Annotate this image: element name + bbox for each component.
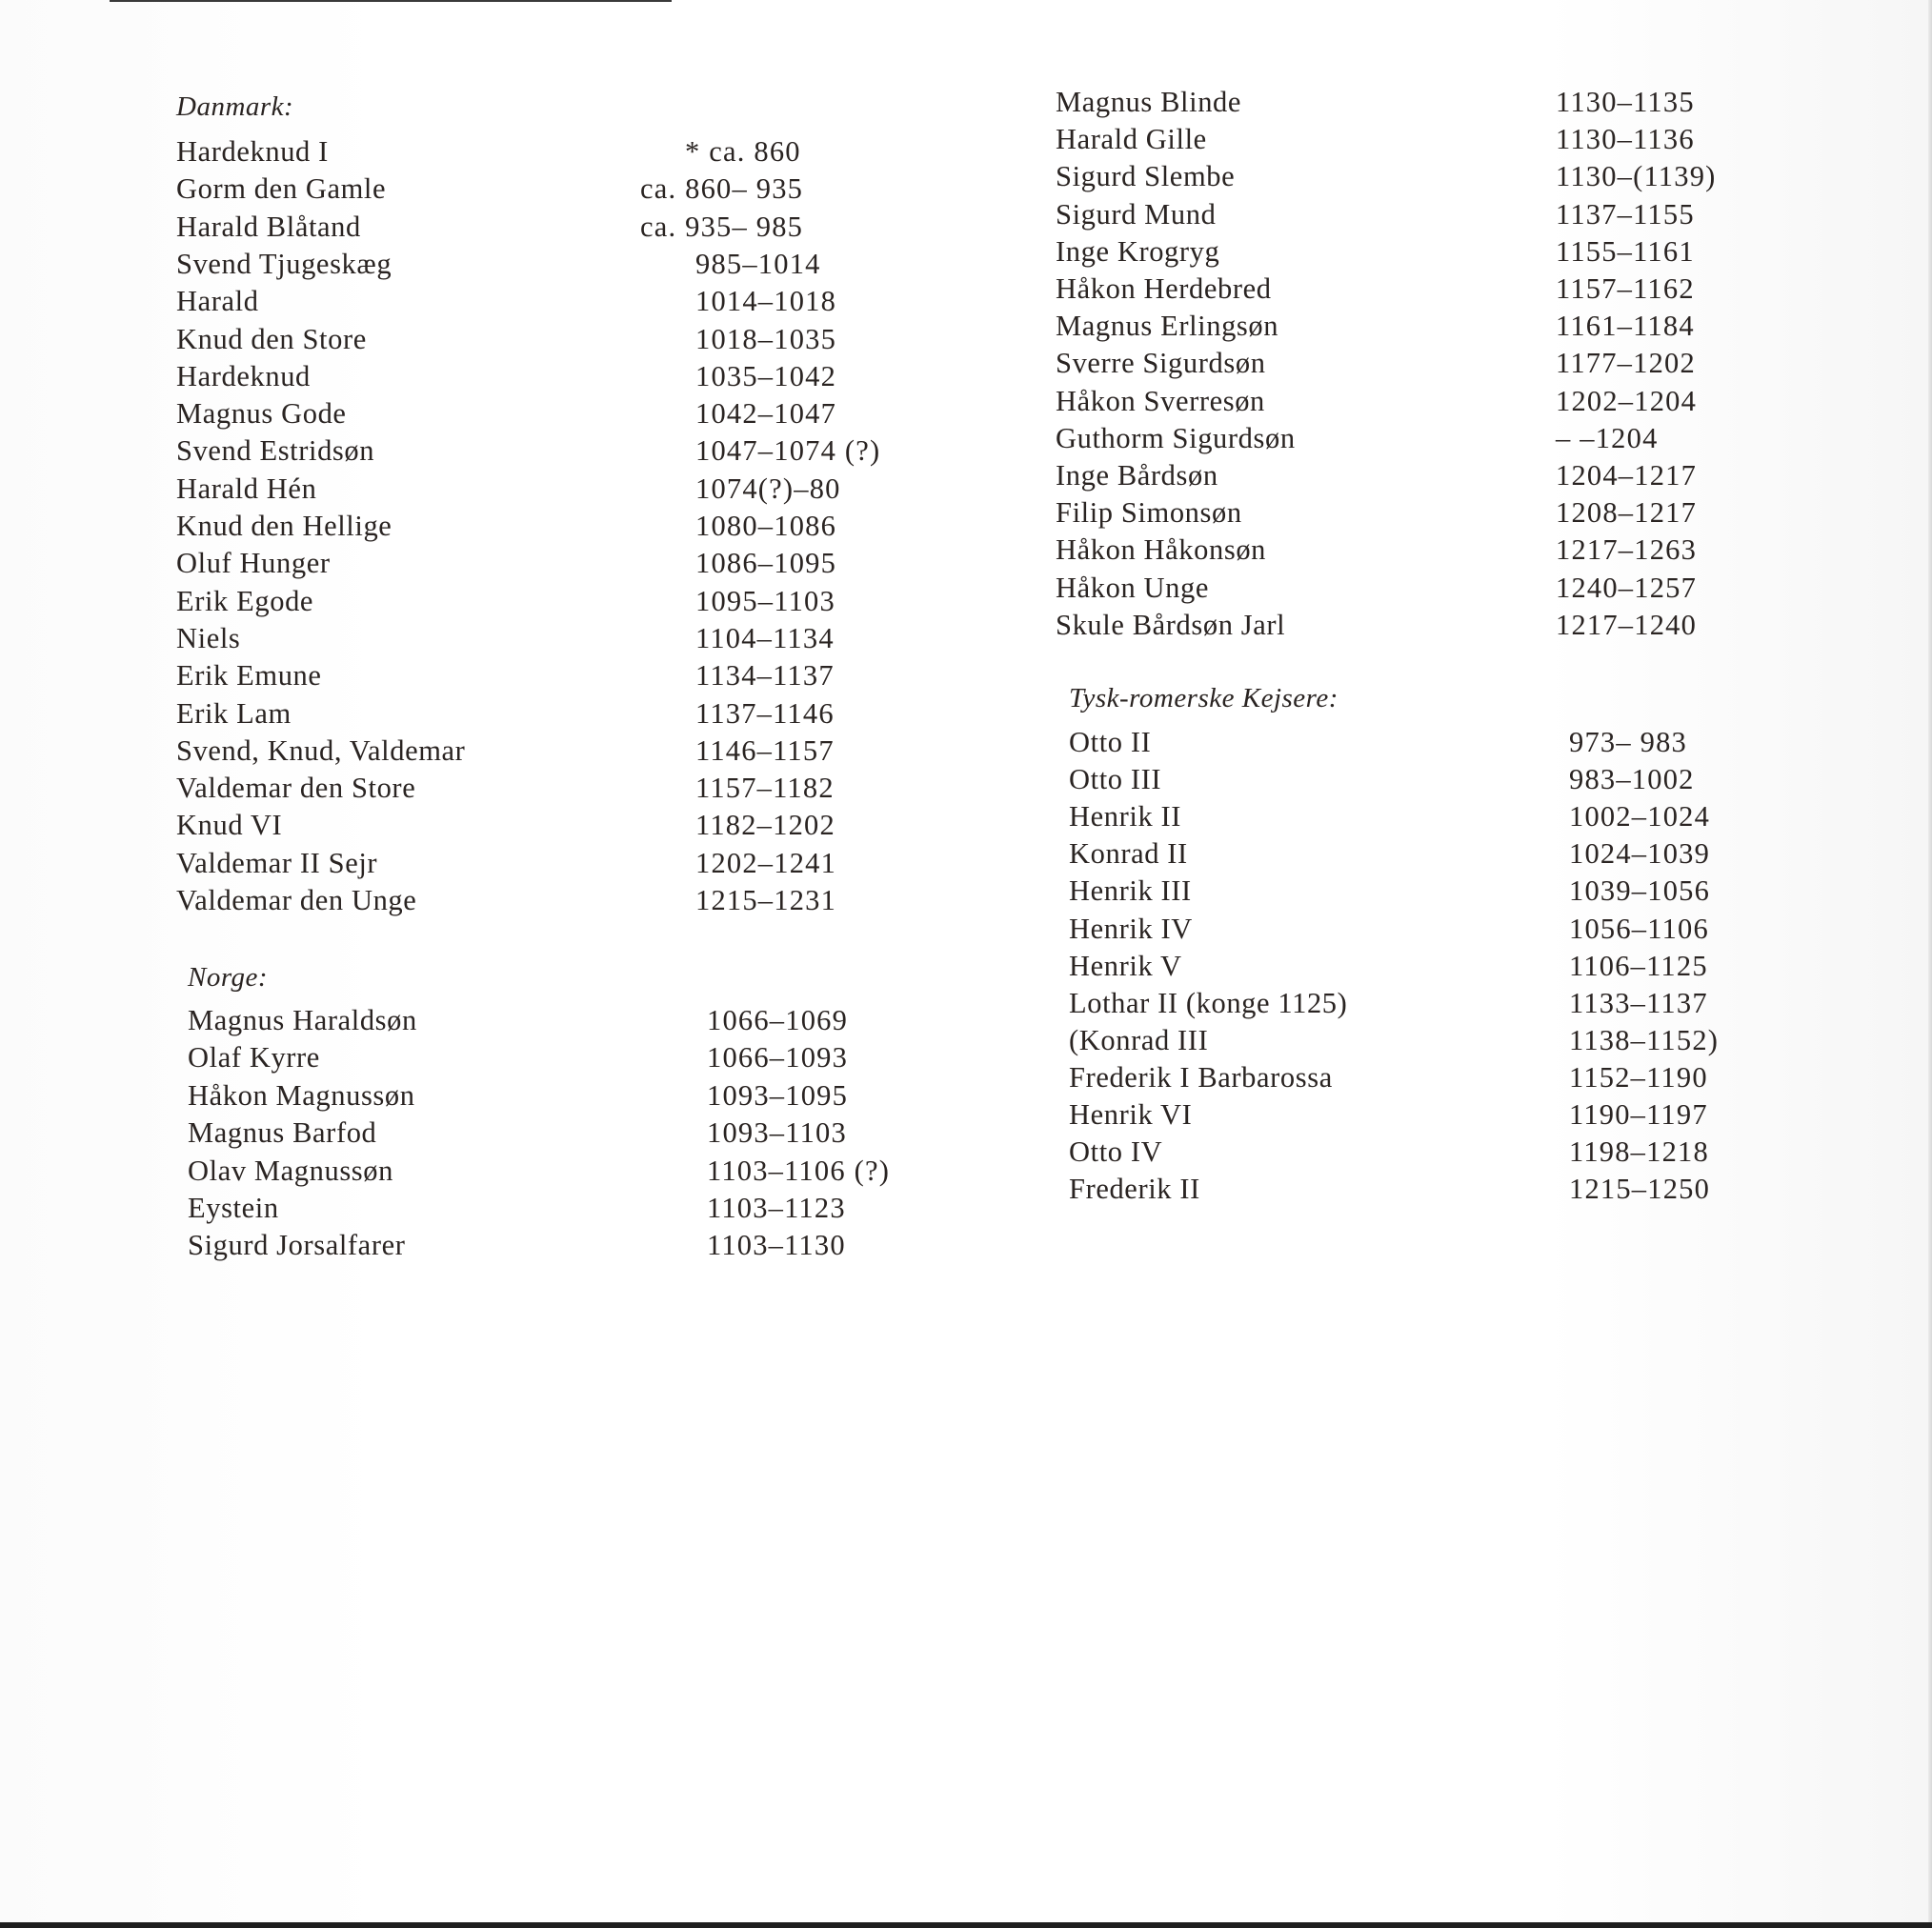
ruler-name: Harald Gille [1056,123,1207,156]
ruler-name: Magnus Haraldsøn [188,1004,417,1036]
ruler-name: Olav Magnussøn [188,1154,393,1187]
reign-years: 1240–1257 [1556,571,1698,604]
reign-years: 1157–1162 [1556,272,1695,305]
list-row [1056,233,1741,271]
reign-years: 1134–1137 [695,659,835,693]
ruler-name: Henrik II [1069,800,1182,833]
ruler-name: Sigurd Mund [1056,197,1217,231]
ruler-name: Niels [176,621,241,654]
list-row [1056,121,1741,158]
ruler-name: Håkon Unge [1056,571,1210,604]
ruler-name: (Konrad III [1069,1023,1209,1056]
ruler-name: Håkon Magnussøn [188,1078,415,1112]
reign-years: 1056–1106 [1569,912,1709,945]
list-row [1069,1096,1755,1134]
ruler-name: Henrik VI [1069,1098,1193,1131]
reign-years: * ca. 860 [685,135,801,168]
list-row [176,432,900,470]
list-row [176,508,900,545]
reign-years: 1137–1146 [695,696,835,730]
list-row [1069,1171,1755,1208]
list-row [1069,948,1755,985]
ruler-name: Svend, Knud, Valdemar [176,733,466,767]
ruler-name: Valdemar den Unge [176,884,417,916]
page-edge [1928,0,1932,1928]
ruler-name: Hardeknud [176,359,311,392]
bottom-rule [0,1922,1932,1928]
reign-years: 1190–1197 [1569,1098,1708,1131]
ruler-name: Harald Blåtand [176,210,361,243]
list-row [1069,724,1755,761]
reign-years: 1039–1056 [1569,874,1711,908]
list-row [176,209,900,246]
reign-years: 1204–1217 [1556,459,1698,492]
ruler-name: Magnus Barfod [188,1116,377,1150]
reign-years: 1137–1155 [1556,197,1695,231]
list-row [176,171,900,208]
reign-years: 1215–1250 [1569,1173,1711,1206]
top-rule [110,0,672,2]
ruler-name: Sverre Sigurdsøn [1056,347,1266,380]
ruler-name: Skule Bårdsøn Jarl [1056,608,1286,641]
list-row [188,1039,912,1076]
list-row [188,1077,912,1115]
reign-years: 1018–1035 [695,322,837,355]
reign-years: 1130–1136 [1556,123,1695,156]
reign-years: 1103–1130 [707,1229,846,1262]
list-row [188,1153,912,1190]
ruler-name: Oluf Hunger [176,547,331,580]
ruler-name: Erik Egode [176,584,314,617]
list-row [176,695,900,733]
list-row [1069,911,1755,948]
list-row [1056,158,1741,195]
list-row [176,807,900,844]
ruler-name: Knud den Hellige [176,510,392,542]
ruler-name: Magnus Gode [176,397,347,431]
reign-years: 1103–1106 (?) [707,1154,891,1187]
section-heading-norge: Norge: [188,962,269,993]
list-row [1069,873,1755,910]
ruler-name: Henrik IV [1069,912,1193,945]
ruler-name: Eystein [188,1192,279,1224]
reign-years: 1014–1018 [695,285,837,318]
reign-years: 1066–1069 [707,1004,849,1036]
list-row [1069,761,1755,798]
ruler-name: Valdemar den Store [176,772,416,805]
reign-years: 1157–1182 [695,772,835,805]
list-row [176,583,900,620]
list-row [176,246,900,283]
list-row [176,733,900,770]
list-row [1056,84,1741,121]
reign-years: 1024–1039 [1569,837,1711,871]
list-row [176,471,900,508]
ruler-name: Harald [176,285,259,318]
reign-years: 1095–1103 [695,584,835,617]
ruler-name: Håkon Håkonsøn [1056,533,1267,567]
ruler-name: Knud VI [176,809,283,842]
ruler-name: Guthorm Sigurdsøn [1056,421,1296,454]
ruler-name: Frederik II [1069,1173,1200,1206]
list-row [1056,308,1741,345]
reign-years: 1177–1202 [1556,347,1696,380]
reign-years: 1208–1217 [1556,496,1698,530]
ruler-name: Konrad II [1069,837,1188,871]
ruler-name: Magnus Erlingsøn [1056,310,1279,343]
reign-years: 1138–1152) [1569,1023,1720,1056]
reign-years: 1155–1161 [1556,234,1695,268]
list-row [1069,985,1755,1022]
reign-years: 1215–1231 [695,884,837,916]
list-row [1056,570,1741,607]
list-row [1069,1134,1755,1171]
reign-years: 1093–1095 [707,1078,849,1112]
list-row [1056,457,1741,494]
ruler-name: Sigurd Slembe [1056,160,1236,193]
list-row [1056,494,1741,532]
reign-years: 1047–1074 (?) [695,434,881,468]
ruler-name: Frederik I Barbarossa [1069,1060,1333,1094]
reign-years: 1002–1024 [1569,800,1711,833]
reign-years: 983–1002 [1569,763,1695,796]
list-row [1056,420,1741,457]
reign-years: 1074(?)–80 [695,472,841,505]
ruler-name: Otto IV [1069,1135,1163,1169]
ruler-name: Svend Estridsøn [176,434,375,468]
list-row [1056,345,1741,382]
reign-years: 1066–1093 [707,1041,849,1074]
list-row [176,845,900,882]
ruler-name: Otto II [1069,726,1152,758]
reign-years: 1133–1137 [1569,986,1708,1019]
list-row [176,620,900,657]
reign-years: 1198–1218 [1569,1135,1709,1169]
reign-years: 985–1014 [695,247,821,280]
list-row [188,1002,912,1039]
list-row [1069,1059,1755,1096]
list-row [1069,798,1755,835]
section-heading-danmark: Danmark: [176,91,294,122]
ruler-name: Håkon Sverresøn [1056,384,1265,417]
reign-years: 1217–1263 [1556,533,1698,567]
ruler-name: Gorm den Gamle [176,172,387,206]
reign-years: 1202–1204 [1556,384,1698,417]
list-row [1056,271,1741,308]
ruler-name: Otto III [1069,763,1162,796]
reign-years: 1202–1241 [695,846,837,879]
list-row [1056,532,1741,569]
reign-years: 1146–1157 [695,733,835,767]
list-row [176,657,900,694]
reign-years: 1093–1103 [707,1116,847,1150]
ruler-name: Hardeknud I [176,135,329,168]
ruler-name: Svend Tjugeskæg [176,247,392,280]
reign-years: 1152–1190 [1569,1060,1708,1094]
list-row [176,545,900,582]
list-row [176,283,900,320]
reign-years: 1161–1184 [1556,310,1695,343]
reign-years: ca. 935– 985 [640,210,804,243]
section-heading-tysk: Tysk-romerske Kejsere: [1069,683,1338,713]
list-row [176,770,900,807]
ruler-name: Henrik V [1069,949,1182,982]
list-row [1069,835,1755,873]
list-row [1056,196,1741,233]
ruler-name: Harald Hén [176,472,317,505]
reign-years: 1130–1135 [1556,86,1695,118]
ruler-name: Erik Emune [176,659,322,693]
list-row [176,133,900,171]
list-row [176,321,900,358]
list-row [188,1190,912,1227]
ruler-name: Valdemar II Sejr [176,846,378,879]
reign-years: ca. 860– 935 [640,172,804,206]
reign-years: 1182–1202 [695,809,835,842]
ruler-name: Lothar II (konge 1125) [1069,986,1348,1019]
ruler-name: Henrik III [1069,874,1192,908]
ruler-name: Filip Simonsøn [1056,496,1242,530]
reign-years: 1106–1125 [1569,949,1708,982]
reign-years: 1104–1134 [695,621,835,654]
reign-years: 1086–1095 [695,547,837,580]
list-row [1056,607,1741,644]
ruler-name: Sigurd Jorsalfarer [188,1229,406,1262]
ruler-name: Magnus Blinde [1056,86,1242,118]
ruler-name: Erik Lam [176,696,292,730]
ruler-name: Inge Bårdsøn [1056,459,1218,492]
ruler-name: Knud den Store [176,322,367,355]
ruler-name: Håkon Herdebred [1056,272,1272,305]
ruler-name: Inge Krogryg [1056,234,1220,268]
reign-years: 1035–1042 [695,359,837,392]
reign-years: 1042–1047 [695,397,837,431]
list-row [188,1115,912,1152]
list-row [1069,1022,1755,1059]
list-row [176,395,900,432]
ruler-name: Olaf Kyrre [188,1041,320,1074]
reign-years: 1080–1086 [695,510,837,542]
reign-years: 973– 983 [1569,726,1687,758]
reign-years: 1103–1123 [707,1192,846,1224]
reign-years: – –1204 [1556,421,1659,454]
list-row [176,358,900,395]
list-row [188,1227,912,1264]
reign-years: 1217–1240 [1556,608,1698,641]
reign-years: 1130–(1139) [1556,160,1717,193]
list-row [1056,383,1741,420]
list-row [176,882,900,919]
